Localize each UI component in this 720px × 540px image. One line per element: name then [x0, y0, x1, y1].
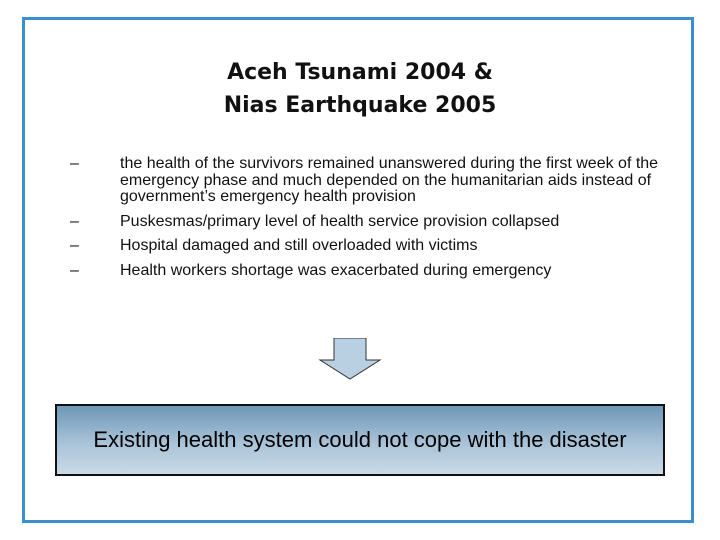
bullet-text: Health workers shortage was exacerbated during emergency	[120, 261, 552, 279]
conclusion-box	[55, 404, 665, 476]
bullet-dash: –	[70, 212, 79, 230]
bullet-item	[60, 156, 680, 206]
title-line-2: Nias Earthquake 2005	[223, 93, 497, 118]
bullet-text: Hospital damaged and still overloaded with victims	[120, 237, 478, 254]
bullet-item	[60, 238, 680, 255]
bullet-list	[60, 156, 680, 287]
down-arrow-shape	[320, 338, 380, 379]
bullet-dash: –	[70, 237, 79, 254]
slide-title	[0, 56, 720, 122]
title-line-1: Aceh Tsunami 2004 &	[227, 60, 493, 85]
bullet-dash: –	[70, 155, 79, 172]
conclusion-text: Existing health system could not cope with the disaster	[93, 427, 627, 452]
bullet-text: Puskesmas/primary level of health service provision collapsed	[120, 212, 560, 230]
down-arrow-icon	[318, 338, 382, 380]
bullet-item	[60, 263, 680, 280]
bullet-text: the health of the survivors remained unanswered during the first week of the emergency phase and much depended on the humanitarian aids instead of government’s emergency health provision	[120, 155, 659, 205]
bullet-dash: –	[70, 261, 79, 279]
bullet-item	[60, 214, 680, 231]
